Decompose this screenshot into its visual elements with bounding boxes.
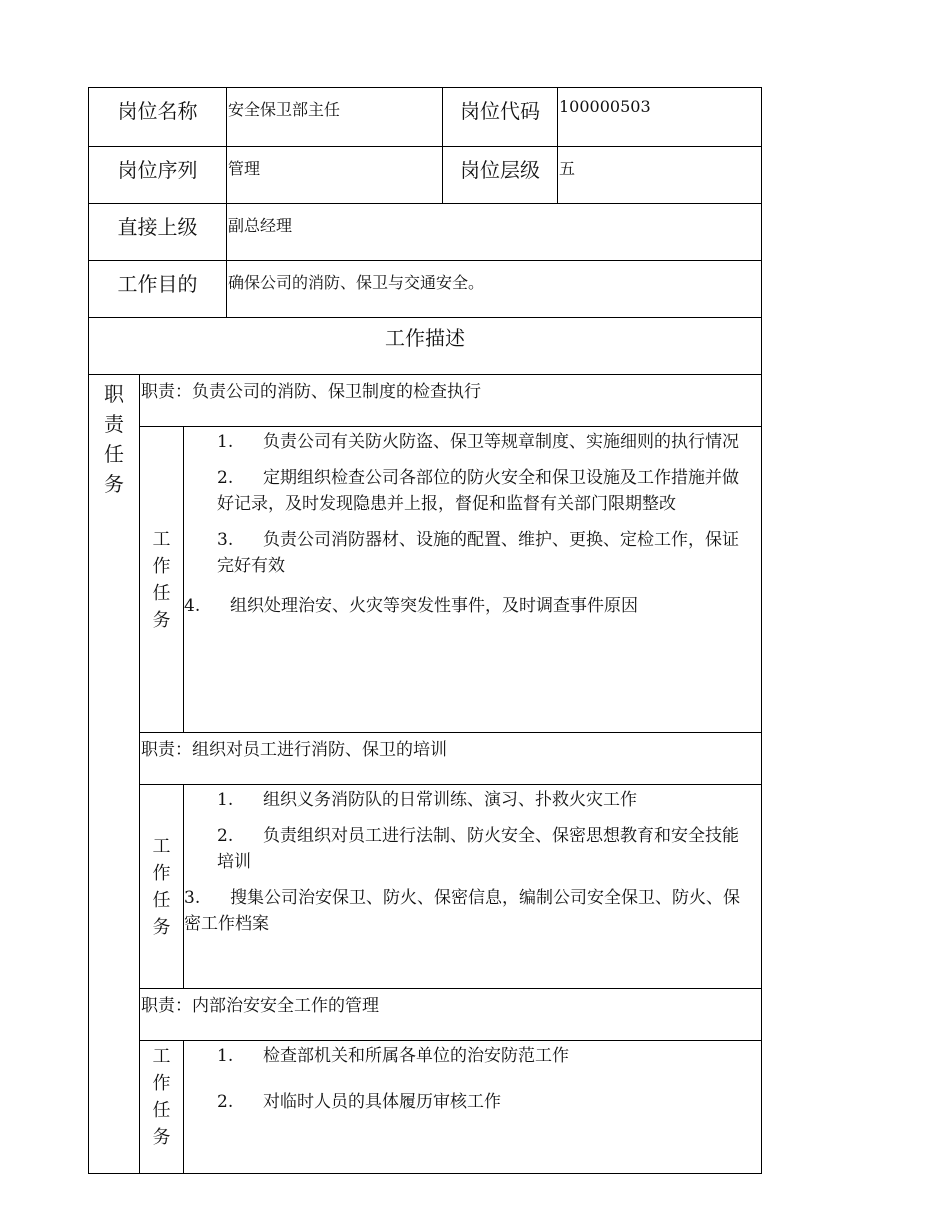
task-item: 1. 检查部机关和所属各单位的治安防范工作 xyxy=(217,1046,569,1066)
duty-3-tasks xyxy=(184,1041,762,1174)
purpose-value: 确保公司的消防、保卫与交通安全。 xyxy=(227,261,762,318)
task-label-text: 工 作 任 务 xyxy=(152,835,171,938)
description-title: 工作描述 xyxy=(89,318,762,375)
header-row-2 xyxy=(89,147,762,204)
task-item: 3. 搜集公司治安保卫、防火、保密信息，编制公司安全保卫、防火、保密工作档案 xyxy=(184,888,740,934)
duties-label-text: 职 责 任 务 xyxy=(104,382,124,496)
position-sequence-value: 管理 xyxy=(227,147,443,204)
duty-2-title: 职责：组织对员工进行消防、保卫的培训 xyxy=(140,733,762,785)
supervisor-value: 副总经理 xyxy=(227,204,762,261)
duty-2-tasks xyxy=(184,785,762,989)
task-item: 2. 定期组织检查公司各部位的防火安全和保卫设施及工作措施并做好记录，及时发现隐患并上报，督促和监督有关部门限期整改 xyxy=(217,468,739,514)
task-label xyxy=(140,427,184,733)
job-description-document xyxy=(88,87,761,1174)
duties-tasks-label xyxy=(89,375,140,1174)
duty-1-tasks xyxy=(184,427,762,733)
task-label xyxy=(140,1041,184,1174)
position-code-value: 100000503 xyxy=(558,88,762,147)
job-description-table xyxy=(88,87,762,1174)
position-code-label: 岗位代码 xyxy=(443,88,558,147)
position-name-label: 岗位名称 xyxy=(89,88,227,147)
task-item: 1. 组织义务消防队的日常训练、演习、扑救火灾工作 xyxy=(217,790,637,810)
task-row xyxy=(89,1041,762,1174)
task-item: 4. 组织处理治安、火灾等突发性事件，及时调查事件原因 xyxy=(184,596,638,616)
duty-row xyxy=(89,989,762,1041)
purpose-row xyxy=(89,261,762,318)
position-level-label: 岗位层级 xyxy=(443,147,558,204)
duty-row xyxy=(89,375,762,427)
task-label-text: 工 作 任 务 xyxy=(152,1046,171,1148)
duty-1-title: 职责：负责公司的消防、保卫制度的检查执行 xyxy=(140,375,762,427)
supervisor-label: 直接上级 xyxy=(89,204,227,261)
task-row xyxy=(89,785,762,989)
duty-row xyxy=(89,733,762,785)
task-item: 2. 对临时人员的具体履历审核工作 xyxy=(217,1092,501,1112)
supervisor-row xyxy=(89,204,762,261)
duty-3-title: 职责：内部治安安全工作的管理 xyxy=(140,989,762,1041)
task-item: 1. 负责公司有关防火防盗、保卫等规章制度、实施细则的执行情况 xyxy=(217,432,739,452)
task-item: 2. 负责组织对员工进行法制、防火安全、保密思想教育和安全技能培训 xyxy=(217,826,739,872)
header-row-1 xyxy=(89,88,762,147)
description-title-row xyxy=(89,318,762,375)
position-sequence-label: 岗位序列 xyxy=(89,147,227,204)
task-item: 3. 负责公司消防器材、设施的配置、维护、更换、定检工作，保证完好有效 xyxy=(217,530,739,576)
task-label-text: 工 作 任 务 xyxy=(152,528,171,631)
purpose-label: 工作目的 xyxy=(89,261,227,318)
position-level-value: 五 xyxy=(558,147,762,204)
task-label xyxy=(140,785,184,989)
position-name-value: 安全保卫部主任 xyxy=(227,88,443,147)
task-row xyxy=(89,427,762,733)
